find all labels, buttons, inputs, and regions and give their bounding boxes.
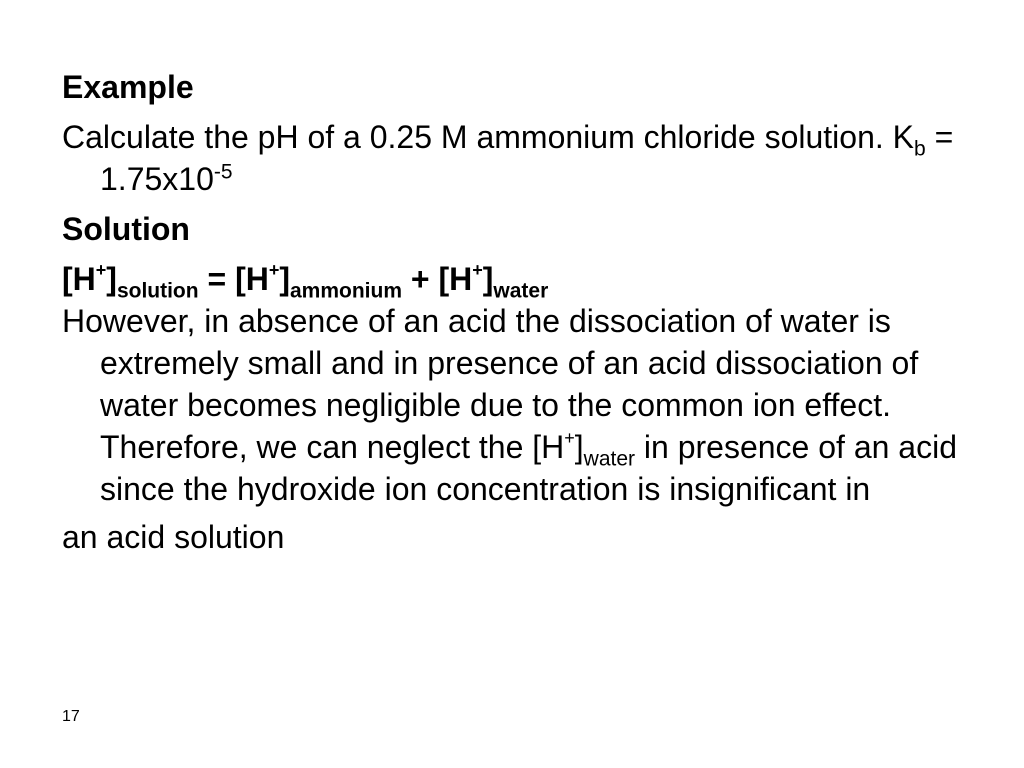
eq-bracket-close-2: ] xyxy=(279,261,290,297)
explanation-text-1: However, in absence of an acid the dissociation of water is extremely small and in presence of an acid dissociation of water becomes negligible due to the common ion effect. Therefore, we can neglect the [H xyxy=(62,303,919,465)
hydrogen-ion-equation xyxy=(62,258,967,303)
eq-sub-ammonium: ammonium xyxy=(290,279,403,303)
eq-plus-h: + [H xyxy=(402,261,473,297)
problem-statement xyxy=(62,116,967,200)
eq-bracket-close-3: ] xyxy=(482,261,494,297)
explanation-text-3: an acid solution xyxy=(62,519,285,555)
explanation-paragraph xyxy=(62,300,967,558)
problem-text: Calculate the pH of a 0.25 M ammonium chloride solution. K xyxy=(62,119,914,155)
example-heading: Example xyxy=(62,69,194,105)
eq-plus-charge-3: + xyxy=(472,260,483,281)
eq-plus-charge-2: + xyxy=(268,260,280,281)
explanation-plus-charge: + xyxy=(564,428,575,449)
eq-h-open-1: [H xyxy=(62,261,96,297)
eq-sub-water: water xyxy=(493,279,549,303)
explanation-bracket-close: ] xyxy=(574,429,584,465)
eq-equals-h: = [H xyxy=(198,261,269,297)
kb-exponent: -5 xyxy=(213,160,233,184)
explanation-text-2: in presence of an acid since the hydroxide ion concentration is insignificant in xyxy=(100,429,957,507)
eq-plus-charge-1: + xyxy=(95,260,107,281)
eq-bracket-close-1: ] xyxy=(106,261,117,297)
slide-content xyxy=(62,66,967,558)
kb-equals-text: = 1.75x10 xyxy=(100,119,954,197)
eq-sub-solution: solution xyxy=(116,279,199,303)
kb-subscript: b xyxy=(913,137,926,161)
slide-number: 17 xyxy=(62,708,80,725)
solution-heading: Solution xyxy=(62,211,190,247)
explanation-sub-water: water xyxy=(583,447,636,471)
